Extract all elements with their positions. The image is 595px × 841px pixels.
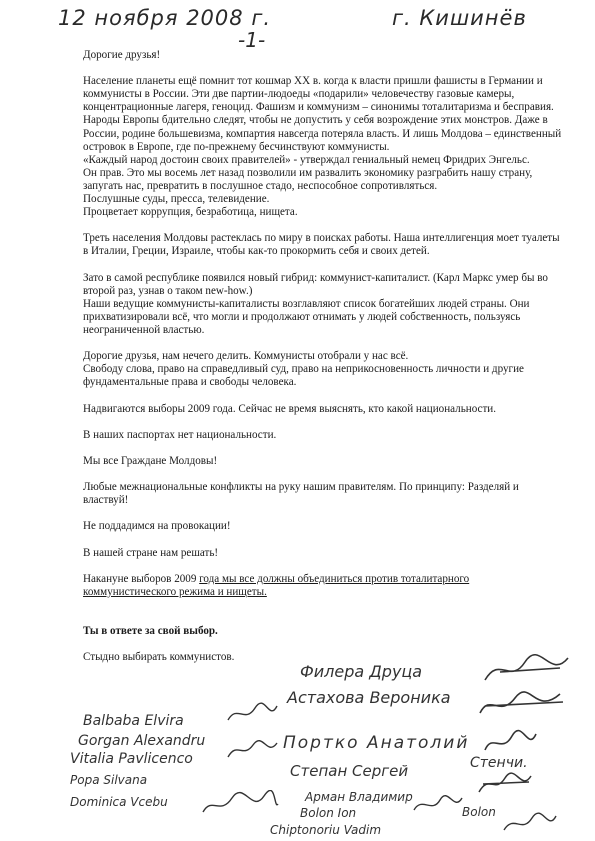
paragraph: Наши ведущие коммунисты-капиталисты возглавляют список богатейших людей страны. Они прихватизировали всё, что могли и продолжают отнимать у людей собственность, пользуясь неограниченной властью. bbox=[83, 297, 530, 336]
final-start: Накануне выборов 2009 bbox=[83, 572, 200, 585]
signature: Филера Друца bbox=[300, 662, 423, 681]
page-number: -1- bbox=[238, 28, 266, 52]
signature: Balbaba Elvira bbox=[83, 713, 184, 729]
signature-scrawl-icon bbox=[500, 808, 560, 838]
signature: Астахова Вероника bbox=[287, 688, 451, 707]
signature: Bolon Ion bbox=[300, 806, 357, 820]
paragraph: Свободу слова, право на справедливый суд, право на неприкосновенность личности и другие фундаментальные права и свободы человека. bbox=[83, 363, 524, 389]
signature: Портко Анатолий bbox=[283, 733, 470, 753]
signature-scrawl-icon bbox=[410, 790, 465, 818]
signature-scrawl-icon bbox=[200, 790, 280, 820]
paragraph: Дорогие друзья, нам нечего делить. Коммунисты отобрали у нас всё. bbox=[83, 350, 409, 363]
paragraph: Треть населения Молдовы растеклась по миру в поисках работы. Наша интеллигенция моет туалеты в Италии, Греции, Израиле, чтобы как-то прокормить себя и своих детей. bbox=[83, 232, 560, 258]
signature-scrawl-icon bbox=[475, 768, 535, 798]
paragraph: Послушные суды, пресса, телевидение. bbox=[83, 193, 270, 206]
signature: Степан Сергей bbox=[290, 762, 409, 780]
paragraph: Не поддадимся на провокации! bbox=[83, 520, 231, 533]
paragraph-final bbox=[83, 573, 565, 599]
closing-bold: Ты в ответе за свой выбор. bbox=[83, 624, 218, 637]
signature: Popa Silvana bbox=[70, 773, 148, 787]
handwritten-date: 12 ноября 2008 г. bbox=[58, 6, 272, 30]
paragraph: Он прав. Это мы восемь лет назад позволили им развалить экономику разграбить нашу страну, запугать нас, превратить в послушное стадо, неспособное сопротивляться. bbox=[83, 166, 533, 192]
letter-body bbox=[83, 49, 565, 677]
signature: Chiptonoriu Vadim bbox=[270, 823, 382, 837]
paragraph: Любые межнациональные конфликты на руку нашим правителям. По принципу: Разделяй и властвуй! bbox=[83, 481, 519, 507]
final-underlined: года мы все должны объединиться против тоталитарного коммунистического режима и нищеты. bbox=[83, 572, 470, 598]
signature: Bolon bbox=[462, 805, 496, 819]
signature-scrawl-icon bbox=[225, 700, 280, 728]
paragraph: Зато в самой республике появился новый гибрид: коммунист-капиталист. (Карл Маркс умер бы во второй раз, узнав о таком new-how.) bbox=[83, 271, 548, 297]
paragraph: В наших паспортах нет национальности. bbox=[83, 428, 277, 441]
paragraph: Население планеты ещё помнит тот кошмар XX в. когда к власти пришли фашисты в Германии и коммунисты в России. Эти две партии-людоеды «подарили» человечеству газовые камеры, концентрационные лагеря, геноцид. Фашизм и коммунизм – синонимы тоталитаризма и бесправия. Народы Европы бдительно следят, чтобы не допустить у себя возрождение этих монстров. Даже в России, родине большевизма, компартия навсегда потеряла власть. И лишь Молдова – единственный островок в Европе, где по-прежнему бесчинствуют коммунисты. bbox=[83, 75, 562, 153]
signature-scrawl-icon bbox=[475, 688, 570, 723]
signature-scrawl-icon bbox=[225, 735, 280, 763]
paragraph: Надвигаются выборы 2009 года. Сейчас не время выяснять, кто какой национальности. bbox=[83, 402, 497, 415]
signature: Gorgan Alexandru bbox=[78, 733, 206, 749]
closing-last: Стыдно выбирать коммунистов. bbox=[83, 651, 235, 664]
handwritten-city: г. Кишинёв bbox=[392, 6, 527, 30]
signature: Арман Владимир bbox=[305, 790, 413, 804]
paragraph: «Каждый народ достоин своих правителей» - утверждал гениальный немец Фридрих Энгельс. bbox=[83, 153, 530, 166]
signature: Стенчи. bbox=[470, 755, 528, 771]
greeting: Дорогие друзья! bbox=[83, 49, 161, 61]
paragraph: Процветает коррупция, безработица, нищета. bbox=[83, 206, 298, 219]
paragraph: Мы все Граждане Молдовы! bbox=[83, 454, 218, 467]
signature: Vitalia Pavlicenco bbox=[70, 751, 193, 767]
signature: Dominica Vcebu bbox=[70, 795, 168, 809]
signature-scrawl-icon bbox=[480, 728, 540, 758]
paragraph: В нашей стране нам решать! bbox=[83, 546, 219, 559]
